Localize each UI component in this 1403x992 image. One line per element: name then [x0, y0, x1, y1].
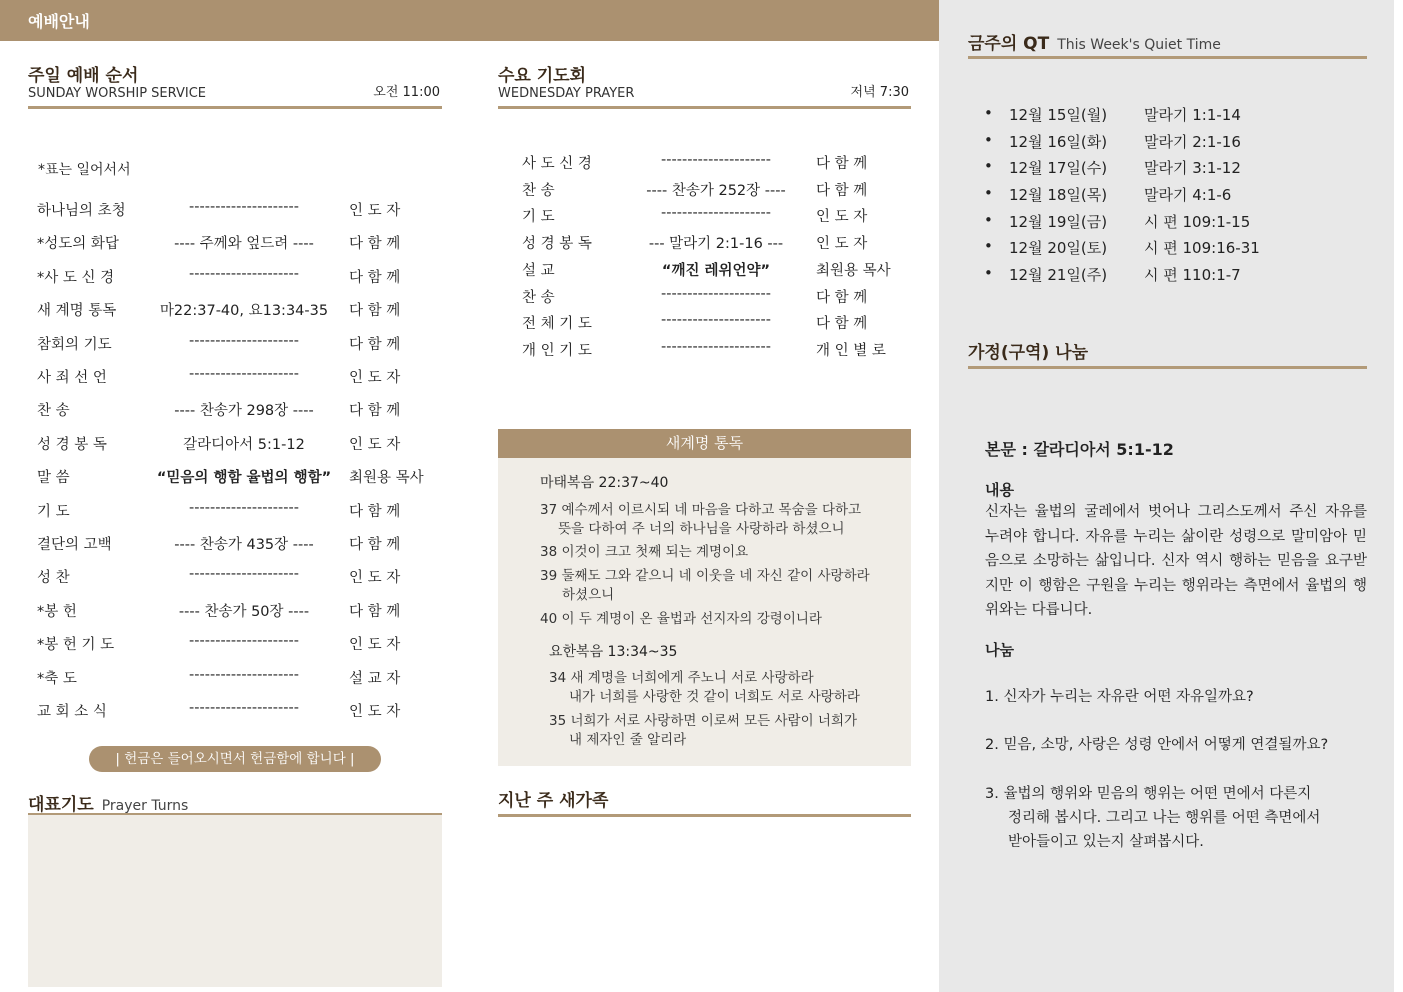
qt-passage: 말라기 4:1-6: [1144, 186, 1232, 205]
qt-date: 12월 16일(화): [1009, 132, 1108, 151]
service-item-detail: ---------------------: [189, 666, 299, 683]
wednesday-time: 저녁 7:30: [850, 85, 909, 100]
service-item-name: 찬 송: [522, 182, 555, 199]
qt-title: 금주의 QT: [968, 34, 1050, 54]
service-item-detail: “믿음의 행함 율법의 행함”: [156, 470, 332, 487]
qt-passage: 말라기 1:1-14: [1144, 106, 1241, 124]
service-item-detail: ---------------------: [661, 285, 771, 302]
verse-line: 34 새 계명을 너희에게 주노니 서로 사랑하라: [549, 670, 814, 686]
service-item-name: 참회의 기도: [37, 336, 112, 353]
service-row: [37, 500, 442, 520]
service-item-leader: 다 함 께: [349, 537, 401, 553]
share-question: 2. 믿음, 소망, 사랑은 성령 안에서 어떻게 연결될까요?: [985, 737, 1329, 753]
service-item-name: 사 도 신 경: [522, 156, 592, 172]
wednesday-subtitle: WEDNESDAY PRAYER: [498, 86, 635, 101]
service-row: [37, 433, 442, 453]
verse-line: 39 둘째도 그와 같으니 네 이웃을 네 자신 같이 사랑하라: [540, 568, 870, 584]
service-item-name: *사 도 신 경: [37, 269, 115, 286]
service-item-detail: “깨진 레위언약”: [661, 262, 771, 279]
qt-date: 12월 15일(월): [1009, 106, 1108, 124]
service-item-name: 개 인 기 도: [522, 342, 592, 359]
family-share-header: [968, 338, 1367, 369]
service-item-name: 찬 송: [522, 289, 555, 306]
new-family-header: [498, 786, 911, 817]
service-item-detail: ---------------------: [661, 152, 771, 168]
service-item-detail: ---- 찬송가 298장 ----: [174, 403, 314, 420]
service-item-name: 말 씀: [37, 470, 70, 487]
service-item-name: 사 죄 선 언: [37, 370, 107, 386]
service-item-leader: 다 함 께: [349, 269, 401, 286]
service-item-leader: 인 도 자: [349, 570, 401, 587]
service-row: [522, 286, 911, 306]
service-row: [37, 299, 442, 319]
service-item-name: 기 도: [522, 209, 555, 226]
service-item-leader: 개 인 별 로: [816, 342, 886, 359]
service-item-leader: 다 함 께: [349, 403, 401, 420]
service-item-detail: ---- 찬송가 50장 ----: [178, 603, 310, 620]
header-title: 예배안내: [28, 12, 90, 31]
qt-date: 12월 21일(주): [1009, 266, 1108, 285]
service-item-leader: 다 함 께: [349, 503, 401, 520]
service-item-leader: 다 함 께: [349, 603, 401, 620]
service-item-detail: ---------------------: [189, 499, 299, 516]
service-item-leader: 다 함 께: [816, 289, 868, 306]
qt-passage: 말라기 3:1-12: [1144, 159, 1241, 178]
service-item-leader: 인 도 자: [349, 370, 401, 386]
service-item-leader: 다 함 께: [816, 182, 868, 199]
service-item-detail: ---------------------: [189, 566, 299, 583]
service-item-name: 교 회 소 식: [37, 704, 107, 720]
service-item-leader: 다 함 께: [816, 156, 868, 172]
service-item-leader: 인 도 자: [349, 203, 401, 219]
service-row: [37, 466, 442, 486]
qt-date: 12월 17일(수): [1009, 159, 1108, 178]
service-item-name: 전 체 기 도: [522, 316, 592, 333]
service-row: [37, 266, 442, 286]
prayer-turns-subtitle: Prayer Turns: [101, 798, 189, 814]
service-item-detail: ---- 찬송가 252장 ----: [646, 182, 786, 199]
service-item-name: *성도의 화답: [37, 236, 119, 253]
service-item-name: *봉 헌: [37, 603, 77, 620]
share-question: 3. 율법의 행위와 믿음의 행위는 어떤 면에서 다른지: [985, 786, 1312, 802]
service-item-detail: ---------------------: [189, 332, 299, 349]
verse-line: 내가 너희를 사랑한 것 같이 너희도 서로 사랑하라: [569, 689, 860, 705]
new-family-title: 지난 주 새가족: [498, 791, 609, 811]
header-bar: [0, 0, 939, 41]
service-item-name: 기 도: [37, 503, 70, 520]
service-row: [37, 333, 442, 353]
wednesday-header: [498, 61, 911, 109]
verse-line: 뜻을 다하여 주 너의 하나님을 사랑하라 하셨으니: [558, 521, 845, 537]
service-item-leader: 인 도 자: [349, 704, 401, 720]
share-questions-label: 나눔: [985, 641, 1014, 659]
share-question: 받아들이고 있는지 살펴봅시다.: [1008, 834, 1204, 850]
service-item-name: 새 계명 통독: [37, 303, 117, 320]
matthew-reference: 마태복음 22:37~40: [540, 475, 669, 491]
qt-passage: 시 편 110:1-7: [1144, 266, 1241, 285]
service-item-leader: 다 함 께: [816, 316, 868, 333]
qt-passage: 말라기 2:1-16: [1144, 132, 1241, 151]
new-commandment-title: 새계명 통독: [498, 429, 911, 458]
share-content-label: 내용: [985, 481, 1014, 499]
service-row: [522, 259, 911, 279]
service-item-leader: 인 도 자: [349, 637, 401, 654]
service-item-name: 결단의 고백: [37, 537, 112, 553]
service-item-name: 성 찬: [37, 570, 70, 587]
sunday-subtitle: SUNDAY WORSHIP SERVICE: [28, 86, 206, 101]
qt-header: [968, 29, 1367, 59]
service-item-detail: ---- 찬송가 435장 ----: [174, 537, 314, 553]
verse-line: 35 너희가 서로 사랑하면 이로써 모든 사람이 너희가: [549, 713, 858, 729]
service-item-detail: ---------------------: [189, 366, 299, 382]
prayer-turns-header: [28, 790, 442, 816]
service-row: [522, 339, 911, 359]
share-text-label: 본문 : 갈라디아서 5:1-12: [985, 440, 1174, 459]
qt-date: 12월 18일(목): [1009, 186, 1108, 205]
service-item-name: 성 경 봉 독: [37, 436, 107, 453]
service-item-leader: 다 함 께: [349, 336, 401, 353]
offering-notice: | 헌금은 들어오시면서 헌금함에 합니다 |: [89, 746, 381, 772]
john-reference: 요한복음 13:34~35: [549, 644, 678, 660]
verse-line: 하셨으니: [562, 587, 615, 603]
bullet-icon: •: [984, 264, 993, 283]
service-row: [37, 366, 442, 386]
service-item-detail: ---------------------: [661, 312, 771, 329]
service-row: [37, 232, 442, 252]
bullet-icon: •: [984, 184, 993, 203]
service-item-leader: 인 도 자: [816, 209, 868, 226]
service-row: [522, 232, 911, 252]
service-item-leader: 다 함 께: [349, 236, 401, 253]
service-row: [37, 700, 442, 720]
service-item-leader: 인 도 자: [349, 436, 401, 453]
service-item-detail: ---------------------: [189, 265, 299, 282]
service-item-detail: 갈라디아서 5:1-12: [183, 436, 305, 453]
qt-subtitle: This Week's Quiet Time: [1057, 37, 1221, 53]
service-row: [522, 205, 911, 225]
prayer-turns-box: [28, 815, 442, 987]
service-item-detail: ---------------------: [661, 205, 771, 222]
service-item-name: *봉 헌 기 도: [37, 637, 115, 654]
service-row: [37, 399, 442, 419]
service-item-detail: ---------------------: [189, 633, 299, 650]
bullet-icon: •: [984, 130, 993, 149]
sunday-title: 주일 예배 순서: [28, 66, 139, 86]
service-row: [522, 179, 911, 199]
service-row: [37, 600, 442, 620]
service-row: [37, 667, 442, 687]
service-item-detail: ---------------------: [189, 700, 299, 716]
family-share-title: 가정(구역) 나눔: [968, 343, 1088, 363]
new-commandment-box: [498, 458, 911, 766]
service-row: [37, 199, 442, 219]
service-item-name: *축 도: [37, 670, 77, 687]
service-row: [37, 633, 442, 653]
qt-date: 12월 19일(금): [1009, 212, 1108, 231]
bullet-icon: •: [984, 210, 993, 229]
service-item-leader: 설 교 자: [349, 670, 401, 687]
qt-passage: 시 편 109:1-15: [1144, 212, 1251, 231]
bullet-icon: •: [984, 237, 993, 256]
prayer-turns-title: 대표기도: [28, 795, 94, 815]
wednesday-title: 수요 기도회: [498, 66, 587, 86]
verse-line: 내 제자인 줄 알리라: [569, 732, 687, 748]
service-item-name: 찬 송: [37, 403, 70, 420]
verse-line: 37 예수께서 이르시되 네 마음을 다하고 목숨을 다하고: [540, 502, 862, 518]
service-row: [37, 566, 442, 586]
share-question: 정리해 봅시다. 그리고 나는 행위를 어떤 측면에서: [1008, 810, 1321, 826]
sunday-header: [28, 61, 442, 109]
service-item-detail: ---- 주께와 엎드려 ----: [174, 236, 314, 253]
verse-line: 38 이것이 크고 첫째 되는 계명이요: [540, 544, 749, 560]
service-item-leader: 최원용 목사: [816, 262, 891, 279]
service-item-detail: ---------------------: [189, 199, 299, 215]
service-row: [522, 152, 911, 172]
service-item-detail: ---------------------: [661, 338, 771, 355]
qt-passage: 시 편 109:16-31: [1144, 239, 1260, 258]
service-item-leader: 인 도 자: [816, 236, 868, 253]
service-item-leader: 다 함 께: [349, 303, 401, 320]
qt-date: 12월 20일(토): [1009, 239, 1108, 258]
service-item-name: 성 경 봉 독: [522, 236, 592, 253]
sunday-time: 오전 11:00: [373, 85, 440, 100]
service-row: [37, 533, 442, 553]
bullet-icon: •: [984, 104, 993, 122]
share-content: 신자는 율법의 굴레에서 벗어나 그리스도께서 주신 자유를 누려야 합니다. 자유를 누리는 삶이란 성령으로 말미암아 믿음으로 소망하는 삶입니다. 신자 역시 행하는 믿음을 요구받지만 이 행함은 구원을 누리는 행위라는 측면에서 율법의 행위와는 다릅니다.: [985, 504, 1367, 618]
service-item-detail: --- 말라기 2:1-16 ---: [648, 236, 784, 253]
service-item-name: 설 교: [522, 262, 555, 279]
service-item-name: 하나님의 초청: [37, 203, 126, 219]
verse-line: 40 이 두 계명이 온 율법과 선지자의 강령이니라: [540, 611, 822, 627]
service-item-detail: 마22:37-40, 요13:34-35: [159, 303, 329, 320]
standing-note: *표는 일어서서: [38, 162, 131, 178]
service-item-leader: 최원용 목사: [349, 470, 424, 487]
service-row: [522, 312, 911, 332]
bullet-icon: •: [984, 157, 993, 176]
share-question: 1. 신자가 누리는 자유란 어떤 자유일까요?: [985, 689, 1254, 705]
